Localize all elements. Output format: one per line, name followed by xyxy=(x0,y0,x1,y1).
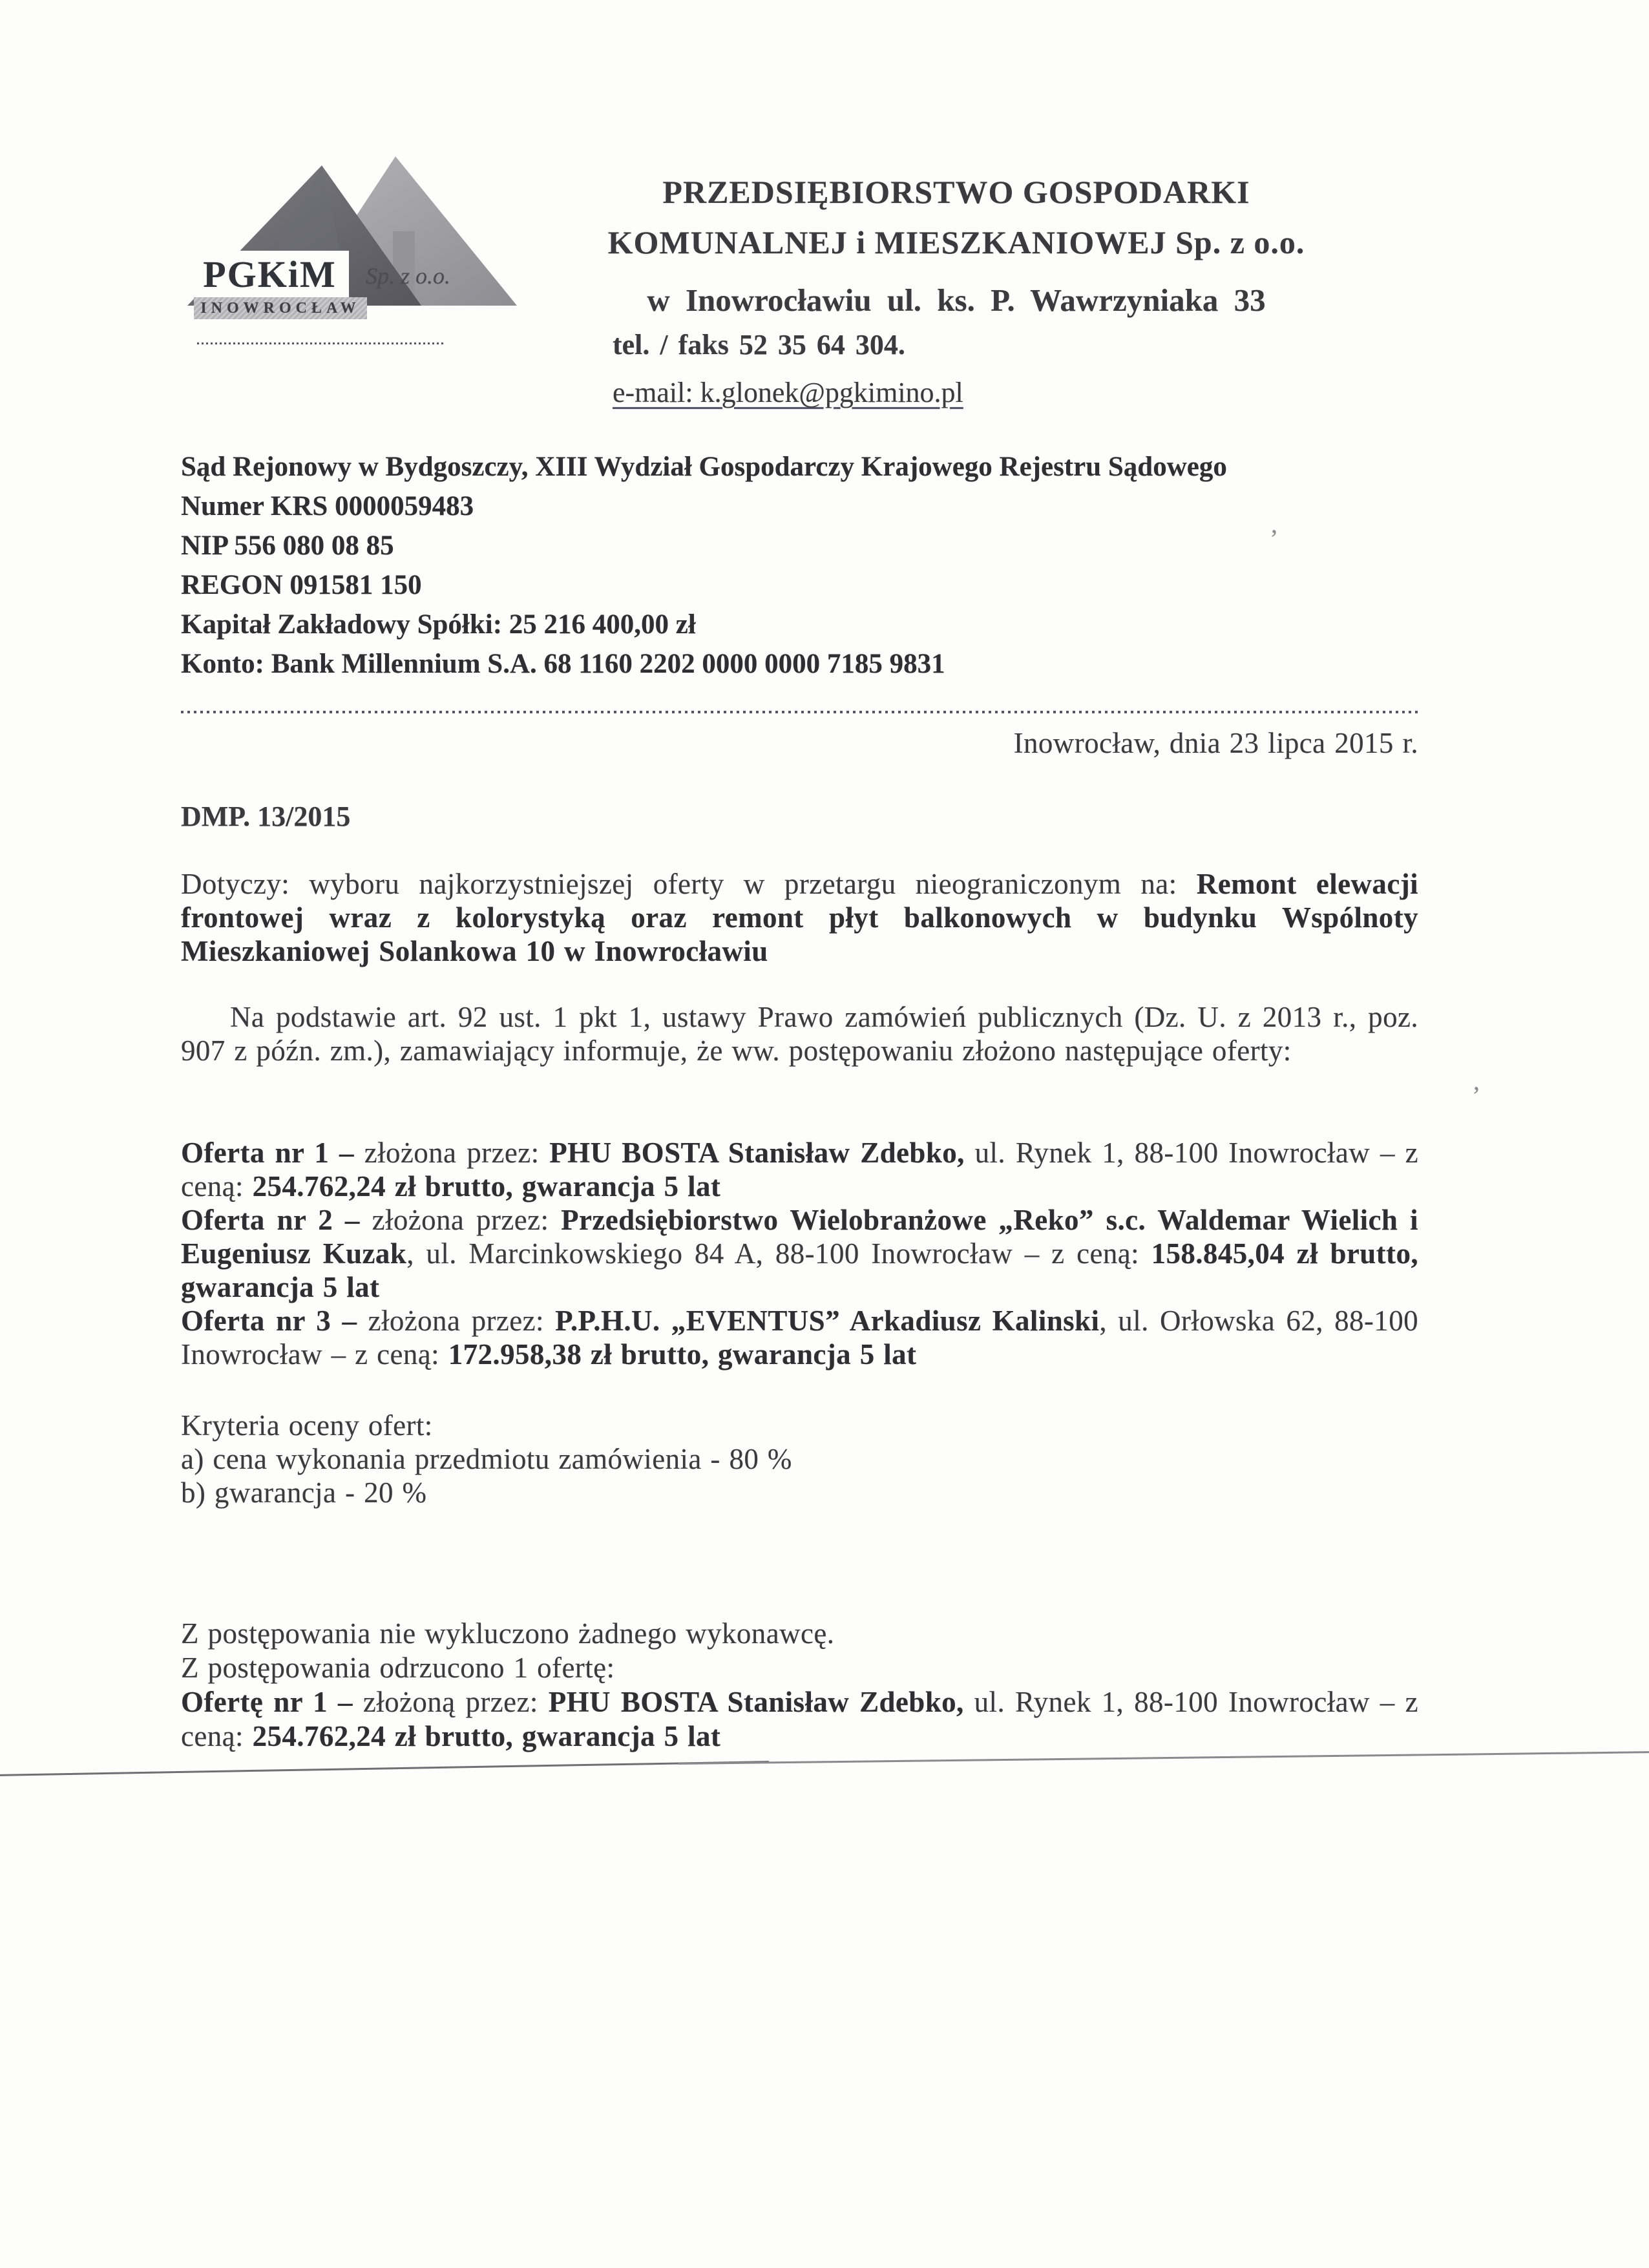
logo-divider-rule xyxy=(197,342,444,344)
company-name-line1: PRZEDSIĘBIORSTWO GOSPODARKI xyxy=(662,174,1250,210)
offer-1-mid: złożona przez: xyxy=(353,1137,550,1169)
offer-3-price: 172.958,38 zł brutto, gwarancja 5 lat xyxy=(448,1338,917,1370)
subject-paragraph xyxy=(181,867,1418,968)
rejected-offer-mid: złożoną przez: xyxy=(352,1686,549,1718)
scan-speck: ’ xyxy=(1472,1081,1481,1110)
offer-1-price: 254.762,24 zł brutto, gwarancja 5 lat xyxy=(252,1170,721,1202)
offer-2-company: Przedsiębiorstwo Wielobranżowe „Reko” s.c. Waldemar Wielich i Eugeniusz Kuzak xyxy=(181,1204,1418,1270)
rejected-intro-line: Z postępowania odrzucono 1 ofertę: xyxy=(181,1652,615,1684)
offer-1 xyxy=(181,1136,1418,1203)
company-address-line: w Inowrocławiu ul. ks. P. Wawrzyniaka 33 xyxy=(647,282,1266,318)
registry-court-line: Sąd Rejonowy w Bydgoszczy, XIII Wydział Gospodarczy Krajowego Rejestru Sądowego xyxy=(181,452,1227,482)
scan-speck: ’ xyxy=(1270,524,1279,553)
registry-account-line: Konto: Bank Millennium S.A. 68 1160 2202 0000 0000 7185 9831 xyxy=(181,649,945,679)
registry-regon-line: REGON 091581 150 xyxy=(181,570,422,600)
offer-2-mid: złożona przez: xyxy=(359,1204,562,1236)
registry-info-block xyxy=(181,447,1473,684)
registry-capital-line: Kapitał Zakładowy Spółki: 25 216 400,00 zł xyxy=(181,609,696,640)
logo-box xyxy=(191,251,349,297)
email-text: e-mail: k.glonek@pgkimino.pl xyxy=(613,377,963,408)
offer-1-label: Oferta nr 1 – xyxy=(181,1137,354,1169)
rejected-offer-price: 254.762,24 zł brutto, gwarancja 5 lat xyxy=(252,1720,721,1752)
rejected-offer-address: ul. Rynek 1, 88-100 Inowrocław – z ceną: xyxy=(181,1686,1419,1752)
logo-company-abbr: PGKiM xyxy=(203,253,337,295)
rejected-offer-label: Ofertę nr 1 – xyxy=(181,1686,353,1718)
criteria-title: Kryteria oceny ofert: xyxy=(181,1409,433,1442)
legal-basis-paragraph: Na podstawie art. 92 ust. 1 pkt 1, ustawy Prawo zamówień publicznych (Dz. U. z 2013 r., poz. 907 z późn. zm.), zamawiający informuje, że ww. postępowaniu złożono następujące oferty: xyxy=(181,1001,1418,1067)
offer-1-address: ul. Rynek 1, 88-100 Inowrocław – z ceną: xyxy=(181,1137,1418,1202)
company-phone-line: tel. / faks 52 35 64 304. xyxy=(613,329,905,361)
rejected-offer-company: PHU BOSTA Stanisław Zdebko, xyxy=(548,1686,964,1718)
offer-2 xyxy=(181,1203,1418,1304)
offer-3-mid: złożona przez: xyxy=(357,1305,556,1337)
scan-fold-line-left xyxy=(0,1761,769,1776)
registry-krs-line: Numer KRS 0000059483 xyxy=(181,491,474,521)
offer-3-label: Oferta nr 3 – xyxy=(181,1305,357,1337)
criteria-item-a: a) cena wykonania przedmiotu zamówienia - 80 % xyxy=(181,1443,792,1475)
offer-2-address: , ul. Marcinkowskiego 84 A, 88-100 Inowrocław – z ceną: xyxy=(406,1237,1151,1270)
offer-3-address: , ul. Orłowska 62, 88-100 Inowrocław – z ceną: xyxy=(181,1305,1419,1370)
registry-nip-line: NIP 556 080 08 85 xyxy=(181,530,394,561)
offers-list xyxy=(181,1136,1418,1371)
offer-1-company: PHU BOSTA Stanisław Zdebko, xyxy=(549,1137,965,1169)
company-logo xyxy=(187,154,536,354)
offer-3 xyxy=(181,1304,1418,1371)
criteria-item-b: b) gwarancja - 20 % xyxy=(181,1476,427,1509)
subject-topic: Remont elewacji frontowej wraz z kolorystyką oraz remont płyt balkonowych w budynku Wspólnoty Mieszkaniowej Solankowa 10 w Inowrocławiu xyxy=(181,868,1418,967)
dotted-separator-rule xyxy=(181,711,1418,713)
offer-3-company: P.P.H.U. „EVENTUS” Arkadiusz Kalinski xyxy=(555,1305,1100,1337)
criteria-block xyxy=(181,1409,1418,1509)
rejected-offer xyxy=(181,1685,1418,1754)
logo-city-band: INOWROCŁAW xyxy=(194,297,367,319)
no-exclusion-line: Z postępowania nie wykluczono żadnego wykonawcę. xyxy=(181,1617,835,1650)
closing-block xyxy=(181,1617,1418,1754)
offer-2-price: 158.845,04 zł brutto, gwarancja 5 lat xyxy=(181,1237,1418,1303)
company-name-line2: KOMUNALNEJ i MIESZKANIOWEJ Sp. z o.o. xyxy=(607,224,1305,260)
logo-legal-suffix: Sp. z o.o. xyxy=(366,263,451,289)
reference-number: DMP. 13/2015 xyxy=(181,801,351,832)
company-email-line xyxy=(530,376,1383,409)
subject-lead: Dotyczy: wyboru najkorzystniejszej oferty w przetargu nieograniczonym na: xyxy=(181,868,1197,900)
offer-2-label: Oferta nr 2 – xyxy=(181,1204,360,1236)
date-line: Inowrocław, dnia 23 lipca 2015 r. xyxy=(1013,727,1418,759)
